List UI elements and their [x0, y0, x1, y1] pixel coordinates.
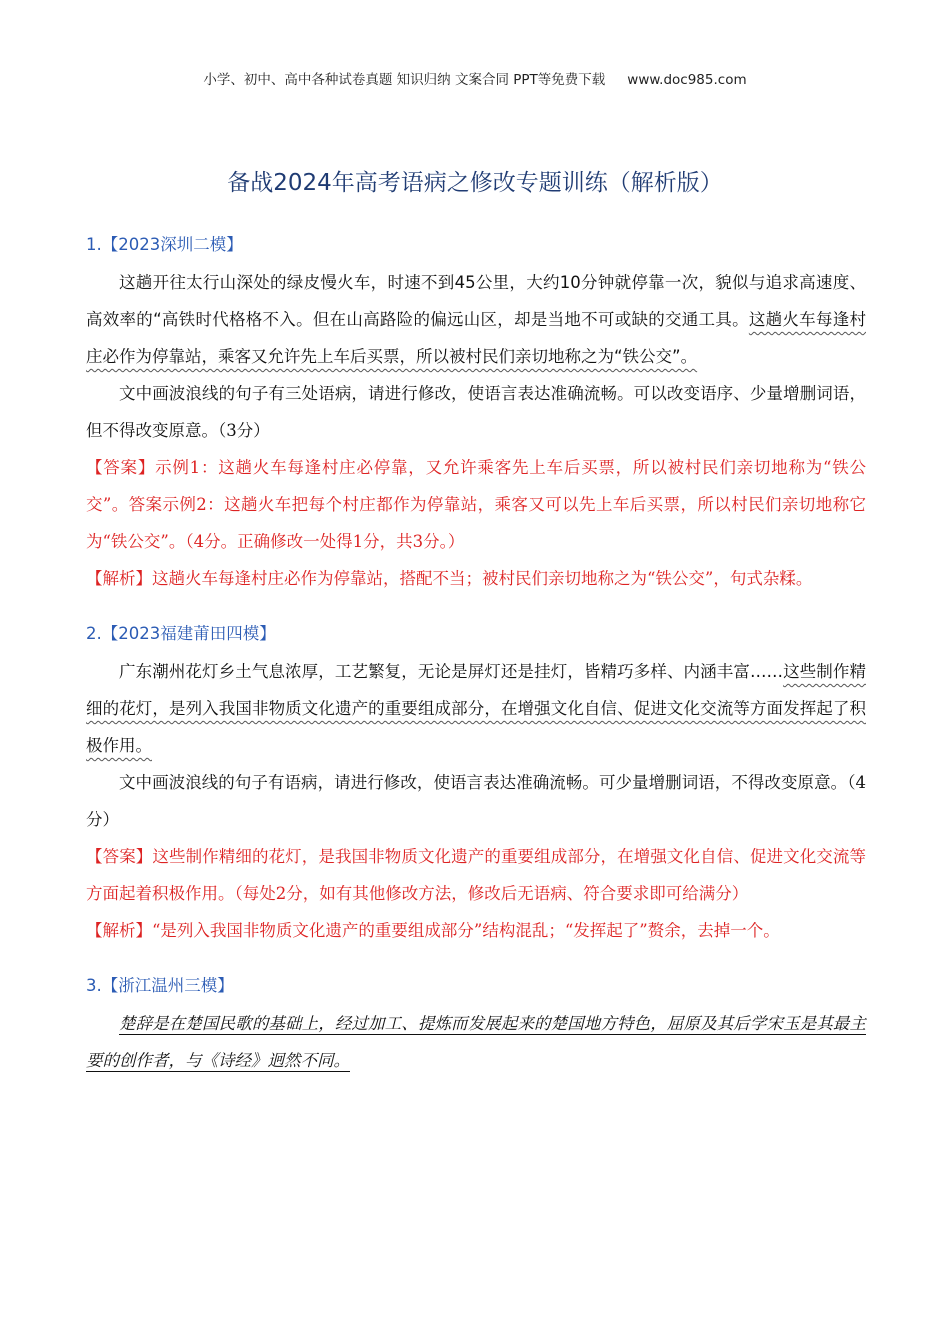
question-2-wavy-sentence: 这些制作精细的花灯，是列入我国非物质文化遗产的重要组成部分，在增强文化自信、促进文化交流等方面发挥起了积极作用。 — [86, 662, 867, 755]
question-2-passage — [86, 653, 866, 764]
question-2-analysis: 【解析】“是列入我国非物质文化遗产的重要组成部分”结构混乱；“发挥起了”赘余，去掉一个。 — [86, 921, 780, 940]
header-text: 小学、初中、高中各种试卷真题 知识归纳 文案合同 PPT等免费下载 — [203, 72, 606, 88]
question-2-passage-text: 广东潮州花灯乡土气息浓厚，工艺繁复，无论是屏灯还是挂灯，皆精巧多样、内涵丰富…… — [119, 662, 783, 681]
question-3-underlined-sentence: 楚辞是在楚国民歌的基础上，经过加工、提炼而发展起来的楚国地方特色，屈原及其后学宋玉是其最主要的创作者，与《诗经》迥然不同。 — [86, 1014, 866, 1070]
question-1-heading: 1.【2023深圳二模】 — [86, 235, 243, 254]
document-title: 备战2024年高考语病之修改专题训练（解析版） — [227, 170, 723, 196]
question-1-wavy-sentence: 这趟火车每逢村庄必作为停靠站，乘客又允许先上车后买票，所以被村民们亲切地称之为“铁公交”。 — [86, 310, 866, 366]
question-1-prompt: 文中画波浪线的句子有三处语病，请进行修改，使语言表达准确流畅。可以改变语序、少量增删词语，但不得改变原意。（3分） — [86, 384, 866, 440]
question-2-answer: 【答案】这些制作精细的花灯，是我国非物质文化遗产的重要组成部分，在增强文化自信、促进文化交流等方面起着积极作用。（每处2分，如有其他修改方法，修改后无语病、符合要求即可给满分） — [86, 847, 866, 903]
question-2 — [86, 621, 866, 949]
question-1-answer: 【答案】示例1：这趟火车每逢村庄必停靠，又允许乘客先上车后买票，所以被村民们亲切地称为“铁公交”。答案示例2：这趟火车把每个村庄都作为停靠站，乘客又可以先上车后买票，所以村民们亲切地称它为“铁公交”。（4分。正确修改一处得1分，共3分。） — [86, 458, 866, 551]
question-1-analysis: 【解析】这趟火车每逢村庄必作为停靠站，搭配不当；被村民们亲切地称之为“铁公交”，句式杂糅。 — [86, 569, 813, 588]
header-site-link[interactable]: www.doc985.com — [627, 72, 747, 88]
question-3-passage — [86, 1005, 866, 1079]
question-1-passage — [86, 264, 866, 375]
question-2-prompt: 文中画波浪线的句子有语病，请进行修改，使语言表达准确流畅。可少量增删词语，不得改变原意。（4分） — [86, 773, 866, 829]
question-1 — [86, 232, 866, 597]
question-2-heading: 2.【2023福建莆田四模】 — [86, 624, 276, 643]
question-3 — [86, 973, 866, 1079]
document-content — [86, 232, 866, 1093]
page-header — [0, 68, 950, 88]
question-1-passage-text: 这趟开往太行山深处的绿皮慢火车，时速不到45公里，大约10分钟就停靠一次，貌似与追求高速度、高效率的“高铁时代格格不入。但在山高路险的偏远山区，却是当地不可或缺的交通工具。 — [86, 273, 866, 329]
question-3-heading: 3.【浙江温州三模】 — [86, 976, 234, 995]
